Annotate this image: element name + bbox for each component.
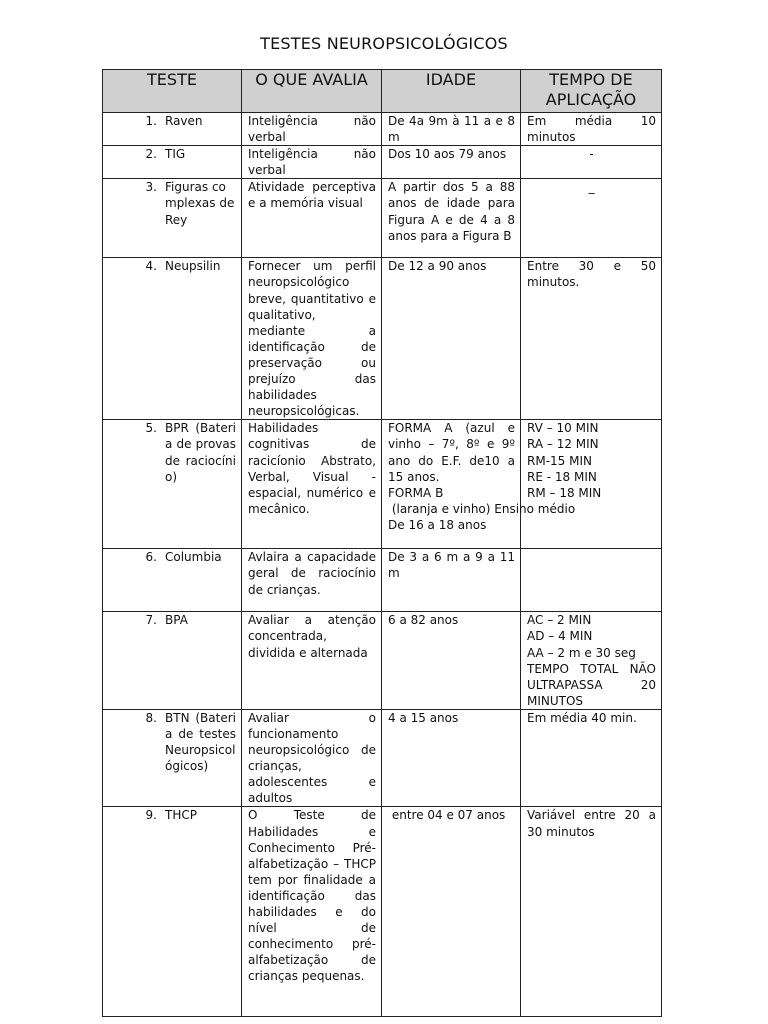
cell-idade: A partir dos 5 a 88 anos de idade para Figura A e de 4 a 8 anos para a Figura B bbox=[382, 179, 521, 258]
tempo-line: RA – 12 MIN bbox=[527, 437, 599, 452]
cell-avalia: Habilidades cognitivas de racicíonio Abstrato, Verbal, Visual - espacial, numérico e mecânico. bbox=[242, 420, 382, 549]
header-teste: TESTE bbox=[103, 70, 242, 113]
tempo-line: TEMPO TOTAL NÃO ULTRAPASSA 20 MINUTOS bbox=[527, 661, 656, 708]
row-number: 2. bbox=[145, 147, 157, 162]
cell-avalia: Avaliar a atenção concentrada, dividida e alternada bbox=[242, 612, 382, 710]
row-number: 4. bbox=[145, 259, 157, 274]
table-header-row bbox=[103, 70, 662, 113]
cell-avalia: Avlaira a capacidade geral de raciocínio de crianças. bbox=[242, 549, 382, 612]
cell-tempo: Em média 10 minutos bbox=[521, 113, 662, 146]
cell-tempo: Variável entre 20 a 30 minutos bbox=[521, 807, 662, 1017]
cell-idade: Dos 10 aos 79 anos bbox=[382, 146, 521, 179]
cell-tempo: - bbox=[521, 146, 662, 179]
cell-teste bbox=[103, 612, 242, 710]
table-row bbox=[103, 612, 662, 710]
row-number: 8. bbox=[145, 710, 157, 725]
table-row bbox=[103, 549, 662, 612]
cell-idade: De 3 a 6 m a 9 a 11 m bbox=[382, 549, 521, 612]
cell-teste bbox=[103, 179, 242, 258]
table-row bbox=[103, 420, 662, 549]
cell-tempo: Em média 40 min. bbox=[521, 709, 662, 807]
header-idade: IDADE bbox=[382, 70, 521, 113]
test-name: Figuras complexas de Rey bbox=[165, 180, 235, 227]
cell-teste bbox=[103, 807, 242, 1017]
cell-idade: 6 a 82 anos bbox=[382, 612, 521, 710]
cell-tempo: Entre 30 e 50 minutos. bbox=[521, 258, 662, 420]
row-number: 5. bbox=[145, 421, 157, 436]
cell-idade: De 4a 9m à 11 a e 8 m bbox=[382, 113, 521, 146]
tempo-line: AD – 4 MIN bbox=[527, 629, 593, 644]
test-name: Columbia bbox=[165, 550, 222, 565]
test-name: BPA bbox=[165, 613, 188, 628]
cell-avalia: Inteligência não verbal bbox=[242, 113, 382, 146]
test-name: TIG bbox=[165, 147, 186, 162]
tempo-line: RE - 18 MIN bbox=[527, 469, 597, 484]
cell-avalia: Avaliar o funcionamento neuropsicológico de crianças, adolescentes e adultos bbox=[242, 709, 382, 807]
cell-tempo bbox=[521, 612, 662, 710]
table-row bbox=[103, 709, 662, 807]
idade-line: FORMA B bbox=[388, 485, 444, 500]
cell-idade: 4 a 15 anos bbox=[382, 709, 521, 807]
tempo-line: RM-15 MIN bbox=[527, 453, 592, 468]
cell-idade: De 12 a 90 anos bbox=[382, 258, 521, 420]
tempo-line: RV – 10 MIN bbox=[527, 421, 599, 436]
cell-tempo bbox=[521, 420, 662, 549]
cell-teste bbox=[103, 146, 242, 179]
row-number: 6. bbox=[145, 550, 157, 565]
tempo-line: AA – 2 m e 30 seg bbox=[527, 645, 636, 660]
cell-tempo: _ bbox=[521, 179, 662, 258]
idade-line: FORMA A (azul e vinho – 7º, 8º e 9º ano do E.F. de10 a 15 anos. bbox=[388, 421, 515, 484]
table-row bbox=[103, 179, 662, 258]
header-tempo-de-aplicacao: TEMPO DE APLICAÇÃO bbox=[521, 70, 662, 113]
header-o-que-avalia: O QUE AVALIA bbox=[242, 70, 382, 113]
cell-teste bbox=[103, 420, 242, 549]
cell-teste bbox=[103, 709, 242, 807]
row-number: 3. bbox=[145, 180, 157, 195]
table-row bbox=[103, 113, 662, 146]
cell-teste bbox=[103, 258, 242, 420]
table-row bbox=[103, 146, 662, 179]
cell-teste bbox=[103, 549, 242, 612]
idade-line: De 16 a 18 anos bbox=[388, 517, 487, 532]
test-name: BTN (Bateria de testes Neuropsicológicos) bbox=[165, 710, 236, 774]
document-title: TESTES NEUROPSICOLÓGICOS bbox=[260, 34, 508, 53]
test-name: THCP bbox=[165, 808, 197, 823]
test-name: BPR (Bateria de provas de raciocínio) bbox=[165, 421, 236, 484]
tempo-line: RM – 18 MIN bbox=[527, 485, 602, 500]
idade-line: (laranja e vinho) Ensino médio bbox=[388, 501, 576, 516]
row-number: 9. bbox=[145, 808, 157, 823]
row-number: 1. bbox=[145, 114, 157, 128]
cell-teste bbox=[103, 113, 242, 146]
tempo-line: AC – 2 MIN bbox=[527, 613, 592, 628]
test-name: Neupsilin bbox=[165, 259, 221, 274]
row-number: 7. bbox=[145, 613, 157, 628]
table-row bbox=[103, 258, 662, 420]
cell-tempo bbox=[521, 549, 662, 612]
cell-avalia: Atividade perceptiva e a memória visual bbox=[242, 179, 382, 258]
tests-table bbox=[102, 69, 662, 1017]
test-name: Raven bbox=[165, 114, 203, 128]
cell-avalia: Fornecer um perfil neuropsicológico breve, quantitativo e qualitativo, mediante a identificação de preservação ou prejuízo das habilidades neuropsicológicas. bbox=[242, 258, 382, 420]
cell-avalia: O Teste de Habilidades e Conhecimento Pré-alfabetização – THCP tem por finalidade a identificação das habilidades e do nível de conhecimento pré-alfabetização de crianças pequenas. bbox=[242, 807, 382, 1017]
table-row bbox=[103, 807, 662, 1017]
cell-idade: entre 04 e 07 anos bbox=[382, 807, 521, 1017]
cell-avalia: Inteligência não verbal bbox=[242, 146, 382, 179]
